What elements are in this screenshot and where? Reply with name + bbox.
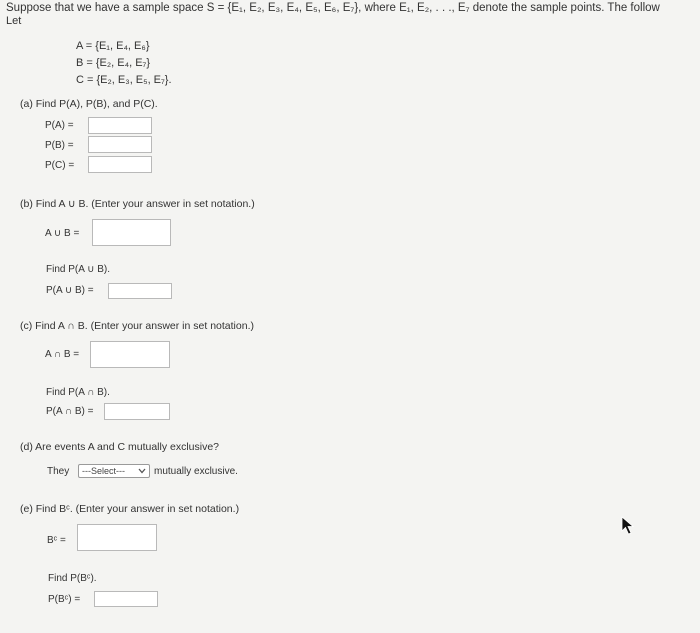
part-a-question: (a) Find P(A), P(B), and P(C).	[20, 98, 158, 110]
pa-label: P(A) =	[45, 120, 74, 131]
pc-input[interactable]	[88, 156, 152, 173]
mutually-exclusive-select[interactable]	[78, 464, 150, 478]
mutually-exclusive-label: mutually exclusive.	[154, 466, 238, 477]
select-value: ---Select---	[82, 466, 125, 476]
part-e-question: (e) Find Bᶜ. (Enter your answer in set notation.)	[20, 503, 240, 515]
find-p-a-union-b: Find P(A ∪ B).	[46, 264, 111, 275]
part-b-question: (b) Find A ∪ B. (Enter your answer in set notation.)	[20, 198, 255, 210]
b-complement-input[interactable]	[77, 524, 157, 551]
pa-input[interactable]	[88, 117, 152, 134]
they-label: They	[47, 466, 70, 477]
chevron-down-icon	[137, 465, 147, 477]
p-a-union-b-input[interactable]	[108, 283, 172, 299]
part-d-question: (d) Are events A and C mutually exclusive?	[20, 441, 220, 453]
p-a-intersect-b-input[interactable]	[104, 403, 170, 420]
problem-intro: Suppose that we have a sample space S = {E₁, E₂, E₃, E₄, E₅, E₆, E₇}, where E₁, E₂, . . ., E₇ denote the sample points. The follow	[6, 2, 660, 14]
b-complement-label: Bᶜ =	[47, 535, 66, 546]
set-b-definition: B = {E₂, E₄, E₇}	[76, 57, 150, 69]
p-a-union-b-label: P(A ∪ B) =	[46, 285, 94, 296]
p-b-complement-label: P(Bᶜ) =	[48, 594, 81, 605]
mouse-pointer-icon	[621, 516, 635, 536]
a-union-b-label: A ∪ B =	[45, 228, 80, 239]
set-a-definition: A = {E₁, E₄, E₆}	[76, 40, 150, 52]
pc-label: P(C) =	[45, 160, 75, 171]
p-a-intersect-b-label: P(A ∩ B) =	[46, 406, 94, 417]
set-c-definition: C = {E₂, E₃, E₅, E₇}.	[76, 74, 172, 86]
find-p-b-complement: Find P(Bᶜ).	[48, 573, 97, 584]
pb-input[interactable]	[88, 136, 152, 153]
pb-label: P(B) =	[45, 140, 74, 151]
a-union-b-input[interactable]	[92, 219, 171, 246]
a-intersect-b-label: A ∩ B =	[45, 349, 80, 360]
find-p-a-intersect-b: Find P(A ∩ B).	[46, 387, 110, 398]
let-label: Let	[6, 15, 22, 27]
p-b-complement-input[interactable]	[94, 591, 158, 607]
part-c-question: (c) Find A ∩ B. (Enter your answer in set notation.)	[20, 320, 254, 332]
a-intersect-b-input[interactable]	[90, 341, 170, 368]
